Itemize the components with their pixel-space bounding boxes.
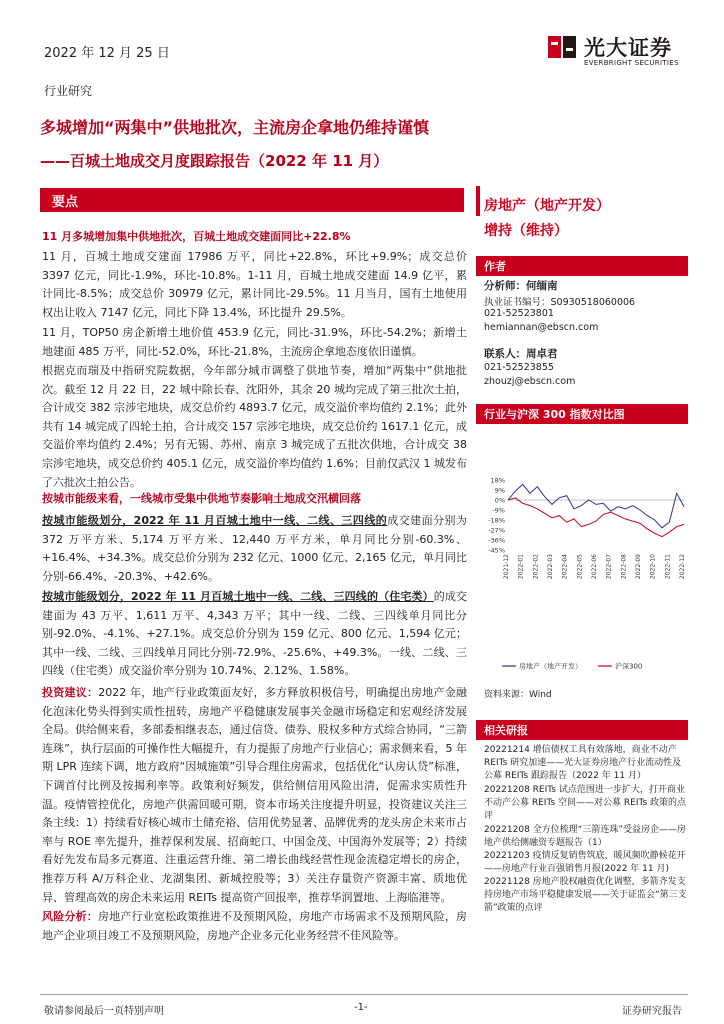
risk-analysis-label: 风险分析： bbox=[42, 910, 98, 923]
summary-paragraph-3: 根据克而瑞及中指研究院数据，今年部分城市调整了供地节奏，增加“两集中”供地批次。截至 12 月 22 日，22 城中除长春、沈阳外，其余 20 城均完成了第三批次土拍，合计成交 382 宗涉宅地块，成交总价约 4893.7 亿元，成交溢价率均值约 2.1%；此外共有 14 城完成了四轮土拍，合计成交 157 宗涉宅地块，成交总价约 1617.1 亿元，成交溢价率均值约 2.4%；另有无锡、苏州、南京 3 城完成了五批次供地，合计成交 38 宗涉宅地块，成交总价约 405.1 亿元，成交溢价率均值约 1.6%；目前仅武汉 1 城发布了六批次土拍公告。 bbox=[42, 364, 467, 489]
paragraph-5-lead: 按城市能级划分，2022 年 11 月百城土地中一线、二线、三四线的（住宅类） bbox=[42, 590, 434, 603]
y-tick-label: 0% bbox=[494, 496, 505, 505]
page-title: 多城增加“两集中”供地批次，主流房企拿地仍维持谨慎 bbox=[40, 118, 430, 137]
industry-name: 房地产（地产开发） bbox=[484, 198, 610, 214]
chart-section-bar bbox=[476, 404, 688, 424]
investment-advice-paragraph bbox=[42, 684, 467, 907]
related-report-3[interactable]: 20221208 全方位梳理“三箭连珠”受益房企——房地产供给侧融资专题报告（1） bbox=[484, 825, 686, 848]
footer-divider bbox=[40, 994, 688, 995]
logo bbox=[548, 32, 688, 72]
related-report-1[interactable]: 20221214 增信债权工具有效落地，商业不动产 REITs 研究加速——光大证券房地产行业流动性及公募 REITs 跟踪报告（2022 年 11 月） bbox=[484, 745, 682, 781]
page-number: -1- bbox=[354, 1002, 368, 1013]
x-tick-label: 2022-08 bbox=[620, 554, 628, 580]
x-tick-label: 2022-06 bbox=[591, 554, 598, 580]
x-tick-label: 2022-09 bbox=[635, 554, 642, 580]
related-section-bar bbox=[476, 720, 688, 740]
chart-source: 资料来源：Wind bbox=[484, 690, 552, 700]
rating-accent-bar bbox=[476, 186, 480, 216]
page-subtitle: ——百城土地成交月度跟踪报告（2022 年 11 月） bbox=[40, 152, 389, 170]
series-line-1 bbox=[508, 498, 684, 537]
x-tick-label: 2022-11 bbox=[664, 554, 672, 580]
y-tick-label: -9% bbox=[492, 506, 505, 515]
y-tick-label: -45% bbox=[488, 546, 505, 555]
x-tick-label: 2022-12 bbox=[679, 554, 686, 580]
x-tick-label: 2021-12 bbox=[503, 554, 510, 580]
paragraph-4-body: 成交建面分别为 372 万平方米、5,174 万平方米、12,440 万平方米，单月同比分别-60.3%、+16.4%、+34.3%。成交总价分别为 232 亿元、1000 亿元、2,165 亿元，单月同比分别-66.4%、-20.3%、+42.6%。 bbox=[42, 514, 467, 583]
investment-advice-label: 投资建议： bbox=[42, 686, 99, 699]
report-date: 2022 年 12 月 25 日 bbox=[44, 46, 170, 61]
summary-paragraph-5 bbox=[42, 588, 467, 681]
related-report-2[interactable]: 20221208 REITs 试点范围进一步扩大，打开商业不动产公募 REITs 空间——对公募 REITs 政策的点评 bbox=[484, 785, 687, 821]
legend-label: 沪深300 bbox=[615, 662, 643, 671]
chart-section-label: 行业与沪深 300 指数对比图 bbox=[484, 408, 625, 421]
logo-mark-icon bbox=[548, 32, 578, 62]
logo-english-name: EVERBRIGHT SECURITIES bbox=[584, 59, 679, 67]
footer-report-type: 证券研究报告 bbox=[622, 1006, 682, 1017]
analyst-phone: 021-52523801 bbox=[484, 308, 554, 319]
x-tick-label: 2022-10 bbox=[649, 554, 657, 580]
x-tick-label: 2022-03 bbox=[547, 554, 554, 580]
risk-analysis-body: 房地产行业宽松政策推进不及预期风险，房地产市场需求不及预期风险，房地产企业项目竣工不及预期风险，房地产企业多元化业务经营不佳风险等。 bbox=[42, 910, 468, 942]
related-report-5[interactable]: 20221128 房地产股权融资优化调整，多箭齐发支持房地产市场平稳健康发展——关于证监会“第三支箭”政策的点评 bbox=[484, 877, 687, 913]
summary-section-label: 要点 bbox=[52, 195, 79, 210]
x-tick-label: 2022-02 bbox=[532, 554, 540, 580]
legend-label: 房地产（地产开发） bbox=[519, 662, 582, 671]
investment-advice-body: 2022 年，地产行业政策面友好，多方释放积极信号，明确提出房地产金融化泡沫化势头得到实质性扭转，房地产平稳健康发展事关金融市场稳定和宏观经济发展全局。供给侧来看，多部委相继表态，通过信贷、债券、股权多种方式综合协同，“三箭连珠”，执行层面的可操作性大幅提升，有力提振了房地产行业信心；需求侧来看，5 年期 LPR 连续下调，地方政府“因城施策”引导合理住房需求，包括优化“认房认贷”标准，下调首付比例及按揭利率等。政策利好频发，供给侧信用风险出清，促需求实质性升温。疫情管控优化，房地产供需回暖可期，资本市场关注度提升明显，投资建议关注三条主线：1）持续看好核心城市土储充裕、信用优势显著、品牌优秀的龙头房企未来市占率与 ROE 率先提升，推荐保利发展、招商蛇口、中国金茂、中国海外发展等；2）持续看好先发布局多元赛道、注重运营升维、第二增长曲线经营性现金流稳定增长的房企，推荐万科 A/万科企业、龙湖集团、新城控股等；3）关注存量资产资源丰富、质地优异、管理高效的房企未来运用 REITs 提高资产回报率，推荐华润置地、上海临港等。 bbox=[42, 686, 467, 904]
x-tick-label: 2022-04 bbox=[561, 554, 569, 580]
y-tick-label: 18% bbox=[490, 476, 505, 485]
author-section-label: 作者 bbox=[484, 260, 506, 273]
related-report-4[interactable]: 20221203 疫情反复销售筑底，暖风频吹静候花开——房地产行业百强销售月报(2022 年 11 月) bbox=[484, 851, 686, 874]
x-tick-label: 2022-07 bbox=[605, 554, 613, 580]
y-tick-label: 9% bbox=[494, 486, 505, 495]
y-tick-label: -18% bbox=[488, 516, 505, 525]
contact-phone: 021-52523855 bbox=[484, 362, 554, 373]
y-tick-label: -27% bbox=[488, 526, 505, 535]
paragraph-4-lead: 按城市能级划分，2022 年 11 月百城土地中一线、二线、三四线的 bbox=[42, 514, 388, 527]
summary-heading-1: 11 月多城增加集中供地批次，百城土地成交建面同比+22.8% bbox=[42, 230, 351, 243]
related-section-label: 相关研报 bbox=[484, 724, 528, 737]
report-category: 行业研究 bbox=[44, 84, 93, 98]
footer-disclaimer: 敬请参阅最后一页特别声明 bbox=[44, 1006, 164, 1017]
contact-name: 联系人：周卓君 bbox=[484, 348, 558, 360]
analyst-name: 分析师：何缅南 bbox=[484, 280, 558, 292]
logo-name: 光大证券 bbox=[584, 36, 672, 60]
industry-rating: 增持（维持） bbox=[484, 223, 568, 239]
analyst-license: 执业证书编号：S0930518060006 bbox=[484, 297, 636, 308]
summary-paragraph-1: 11 月，百城土地成交建面 17986 万平，同比+22.8%，环比+9.9%；成交总价 3397 亿元，同比-1.9%，环比-10.8%。1-11 月，百城土地成交建面 14.9 亿平，累计同比-8.5%；成交总价 30979 亿元，累计同比-29.5%。11 月当月，国有土地使用权出让收入 7147 亿元，同比下降 13.4%，环比提升 29.5%。 bbox=[42, 250, 467, 319]
x-tick-label: 2022-05 bbox=[576, 554, 584, 580]
summary-paragraph-2: 11 月，TOP50 房企新增土地价值 453.9 亿元，同比-31.9%，环比-54.2%；新增土地建面 485 万平，同比-52.0%，环比-21.8%，主流房企拿地态度依旧谨慎。 bbox=[42, 326, 467, 358]
contact-email[interactable]: zhouzj@ebscn.com bbox=[484, 376, 576, 387]
author-section-bar bbox=[476, 256, 688, 276]
summary-section-bar bbox=[40, 188, 464, 212]
x-tick-label: 2022-01 bbox=[517, 554, 525, 580]
paragraph-5-body: 的成交建面为 43 万平、1,611 万平、4,343 万平；其中一线、二线、三四线单月同比分别-92.0%、-4.1%、+27.1%。成交总价分别为 159 亿元、800 亿元、1,594 亿元；其中一线、二线、三四线单月同比分别-72.9%、-25.6%、+49.3%。一线、二线、三四线（住宅类）成交溢价率分别为 10.74%、2.12%、1.58%。 bbox=[42, 590, 467, 678]
analyst-email[interactable]: hemiannan@ebscn.com bbox=[484, 322, 599, 333]
summary-paragraph-4 bbox=[42, 512, 467, 586]
summary-heading-2: 按城市能级来看，一线城市受集中供地节奏影响土地成交汛横回落 bbox=[42, 492, 361, 505]
comparison-chart bbox=[478, 476, 690, 676]
y-tick-label: -36% bbox=[488, 536, 505, 545]
risk-analysis-paragraph bbox=[42, 908, 467, 945]
